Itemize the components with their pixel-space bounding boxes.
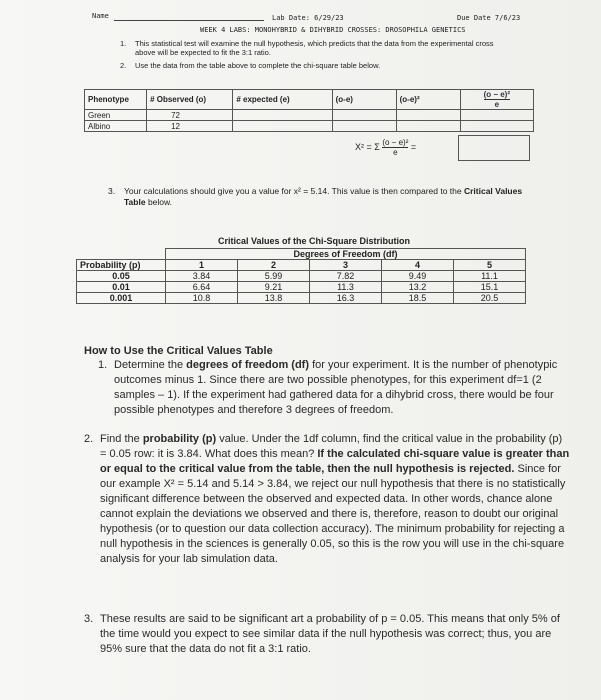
step3-text [124, 186, 524, 208]
o-minus-e-squared-cell[interactable] [396, 110, 460, 121]
critical-value-cell: 10.8 [166, 293, 238, 304]
howto-item2-bold2: If the calculated chi-square value is greater than or equal to the critical value from the table, then the null hypothesis is rejected. [100, 448, 570, 475]
df-2: 2 [238, 260, 310, 271]
howto-item1-post: for your experiment. It is the number of phenotypic outcomes minus 1. Since there are two possible phenotypes, for this experiment df=1 (2 samples – 1). If the experiment had gathered data for a dihybrid cross, there would be four possible phenotypes and therefore 3 degrees of freedom. [114, 359, 558, 416]
p-value-cell: 0.05 [77, 271, 166, 282]
howto-item1-pre: Determine the [114, 359, 187, 371]
howto-item2-text [100, 432, 570, 567]
howto-item2-post: Since for our example X² = 5.14 and 5.14 > 3.84, we reject our null hypothesis that there is no statistically significant difference between the observed and expected data. In other words, chance alone cannot explain the deviations we observed and there is, therefore, reason to doubt our original hypothesis (or to question our data collection accuracy). The minimum probability for rejecting a null hypothesis in the sciences is generally 0.05, so this is the row you will use in the chi-square analysis for your lab simulation data. [100, 463, 566, 565]
name-label: Name [92, 12, 109, 20]
phenotype-cell: Green [85, 110, 147, 121]
critical-value-cell: 6.64 [166, 282, 238, 293]
df-3: 3 [310, 260, 382, 271]
table-row [85, 121, 534, 132]
howto-item2-num: 2. [84, 433, 94, 445]
instruction-1-text: This statistical test will examine the null hypothesis, which predicts that the data from the experimental cross above will be expected to fit the 3:1 ratio. [135, 39, 494, 57]
critical-value-cell: 7.82 [310, 271, 382, 282]
p-value-cell: 0.01 [77, 282, 166, 293]
blank-corner [77, 249, 166, 260]
critical-value-cell: 13.2 [382, 282, 454, 293]
chi-square-total-cell[interactable] [458, 135, 530, 161]
howto-item2-pre: Find the [100, 433, 143, 445]
probability-header: Probability (p) [77, 260, 166, 271]
formula-lhs: X² = Σ [355, 141, 380, 152]
step3-text-main: Your calculations should give you a value for x² = 5.14. This value is then compared to the [124, 186, 464, 196]
col-expected: # expected (e) [233, 90, 332, 110]
critical-value-cell: 9.21 [238, 282, 310, 293]
instruction-2-num: 2. [120, 61, 127, 70]
chi-square-formula [355, 138, 416, 157]
col-o-minus-e-squared: (o-e)² [396, 90, 460, 110]
howto-heading: How to Use the Critical Values Table [84, 345, 273, 357]
due-date: Due Date 7/6/23 [457, 14, 521, 22]
instruction-2-text: Use the data from the table above to complete the chi-square table below. [135, 61, 381, 70]
step3-bold: Critical Values Table [124, 186, 523, 207]
table-row [85, 110, 534, 121]
critical-value-cell: 3.84 [166, 271, 238, 282]
critical-value-cell: 18.5 [382, 293, 454, 304]
howto-item2-bold1: probability (p) [142, 433, 217, 445]
chi-term-cell[interactable] [460, 121, 533, 132]
chi-term-cell[interactable] [460, 110, 533, 121]
df-subtitle: Degrees of Freedom (df) [166, 249, 526, 260]
howto-item2-mid: value. Under the 1df column, find the critical value in the probability (p) = 0.05 row: it is 3.84. What does this mean? [100, 433, 563, 460]
expected-cell[interactable] [233, 121, 332, 132]
step3-num: 3. [108, 186, 116, 196]
col-chi-term [460, 90, 533, 110]
col-chi-term-num: (o − e)² [483, 90, 511, 99]
col-o-minus-e: (o-e) [332, 90, 396, 110]
lab-date: Lab Date: 6/29/23 [272, 14, 344, 22]
expected-cell[interactable] [233, 110, 332, 121]
critical-value-cell: 9.49 [382, 271, 454, 282]
observed-cell: 72 [147, 110, 233, 121]
critical-table-title: Critical Values of the Chi-Square Distribution [218, 236, 411, 246]
instruction-1-num: 1. [120, 39, 127, 48]
phenotype-cell: Albino [85, 121, 147, 132]
critical-value-cell: 15.1 [454, 282, 526, 293]
table-row [77, 293, 526, 304]
howto-item1-bold: degrees of freedom (df) [186, 359, 310, 371]
critical-value-cell: 13.8 [238, 293, 310, 304]
critical-value-cell: 20.5 [454, 293, 526, 304]
o-minus-e-cell[interactable] [332, 110, 396, 121]
howto-item3-text: These results are said to be significant art a probability of p = 0.05. This means that only 5% of the time would you expect to see similar data if the null hypothesis was correct; thus, you are 95% sure that the data do not fit a 3:1 ratio. [100, 613, 560, 655]
step3-tail: below. [145, 197, 173, 207]
formula-denominator: e [393, 148, 398, 157]
critical-value-cell: 11.1 [454, 271, 526, 282]
howto-item1-num: 1. [98, 359, 108, 371]
col-observed: # Observed (o) [147, 90, 233, 110]
critical-values-table [76, 248, 526, 304]
howto-item3-num: 3. [84, 613, 94, 625]
critical-value-cell: 11.3 [310, 282, 382, 293]
df-4: 4 [382, 260, 454, 271]
col-chi-term-den: e [494, 100, 500, 109]
df-1: 1 [166, 260, 238, 271]
howto-item1-text [114, 358, 569, 418]
critical-value-cell: 5.99 [238, 271, 310, 282]
name-line [114, 20, 264, 21]
p-value-cell: 0.001 [77, 293, 166, 304]
formula-equals: = [410, 141, 417, 152]
formula-numerator: (o − e)² [382, 138, 409, 147]
col-phenotype: Phenotype [85, 90, 147, 110]
chi-square-table [84, 89, 534, 132]
o-minus-e-cell[interactable] [332, 121, 396, 132]
observed-cell: 12 [147, 121, 233, 132]
df-5: 5 [454, 260, 526, 271]
worksheet-title: WEEK 4 LABS: MONOHYBRID & DIHYBRID CROSSES: DROSOPHILA GENETICS [200, 26, 466, 34]
table-row [77, 282, 526, 293]
table-row [77, 271, 526, 282]
o-minus-e-squared-cell[interactable] [396, 121, 460, 132]
critical-value-cell: 16.3 [310, 293, 382, 304]
